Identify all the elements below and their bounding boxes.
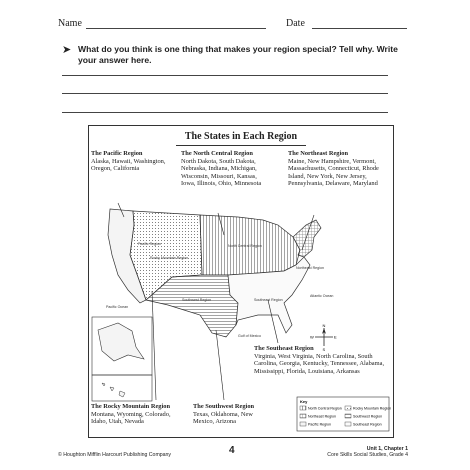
compass-n: N xyxy=(322,323,326,328)
map-label-northeast: Northeast Region xyxy=(296,266,324,270)
hawaii-inset-frame xyxy=(92,375,152,401)
book-title: Core Skills Social Studies, Grade 4 xyxy=(327,452,408,458)
north-central-region-states: North Dakota, South Dakota, Nebraska, Indiana, Michigan, Wisconsin, Missouri, Kansas, Iowa, Illinois, Ohio, Minnesota xyxy=(181,157,262,188)
box-title: The States in Each Region xyxy=(184,131,298,142)
southeast-region-title: The Southeast Region xyxy=(254,345,314,352)
rocky-mountain-region-title: The Rocky Mountain Region xyxy=(91,403,171,410)
hawaii-shape xyxy=(102,383,125,397)
us-regions-map xyxy=(88,125,394,438)
alaska-shape xyxy=(98,323,144,361)
legend-swatch-rocky-mountain xyxy=(345,406,351,410)
legend-swatch-northeast xyxy=(300,414,306,418)
question-text: What do you think is one thing that makes your region special? Tell why. Write your answer here. xyxy=(78,44,398,65)
legend-title: Key xyxy=(300,399,308,404)
map-label-southeast: Southeast Region xyxy=(254,298,283,302)
page-number: 4 xyxy=(229,445,235,456)
answer-line-3[interactable] xyxy=(62,112,388,113)
rocky-mountain-leader xyxy=(152,291,156,400)
southeast-region-states: Virginia, West Virginia, North Carolina, South Carolina, Georgia, Kentucky, Tennessee, Alabama, Mississippi, Florida, Louisiana, Arkansas xyxy=(254,352,385,375)
legend xyxy=(297,397,391,431)
map-label-rocky-mountain: Rocky Mountain Region xyxy=(150,256,189,260)
map-label-atlantic-ocean: Atlantic Ocean xyxy=(310,294,334,298)
compass-s: S xyxy=(322,347,326,352)
name-line[interactable] xyxy=(86,28,266,29)
map-label-pacific: Pacific Region xyxy=(138,242,161,246)
compass-w: W xyxy=(310,334,314,340)
north-central-region-title: The North Central Region xyxy=(181,150,253,157)
legend-swatch-southeast xyxy=(345,422,351,426)
northeast-region-title: The Northeast Region xyxy=(288,150,348,157)
date-line[interactable] xyxy=(312,28,407,29)
legend-item-northeast: Northeast Region xyxy=(308,414,336,419)
answer-line-2[interactable] xyxy=(62,93,388,94)
legend-swatch-southwest xyxy=(345,414,351,418)
southwest-region-states: Texas, Oklahoma, New Mexico, Arizona xyxy=(193,410,253,426)
legend-item-pacific: Pacific Region xyxy=(308,422,331,427)
date-label: Date xyxy=(286,18,305,29)
map-label-north-central: North Central Region xyxy=(228,244,262,248)
rocky-mountain-region-states: Montana, Wyoming, Colorado, Idaho, Utah, Nevada xyxy=(91,410,171,426)
northeast-region-states: Maine, New Hampshire, Vermont, Massachusetts, Connecticut, Rhode Island, New York, New Jersey, Pennsylvania, Delaware, Maryland xyxy=(288,157,379,188)
pacific-region-states: Alaska, Hawaii, Washington, Oregon, California xyxy=(91,157,166,173)
map-label-southwest: Southwest Region xyxy=(182,298,212,302)
legend-swatch-north-central xyxy=(300,406,306,410)
unit-label: Unit 1, Chapter 1 xyxy=(366,446,408,452)
legend-item-southwest: Southwest Region xyxy=(353,414,383,419)
answer-line-1[interactable] xyxy=(62,75,388,76)
legend-item-north-central: North Central Region xyxy=(308,406,342,411)
legend-item-rocky-mountain: Rocky Mountain Region xyxy=(353,406,392,411)
map-label-pacific-ocean: Pacific Ocean xyxy=(106,305,129,309)
southwest-region-title: The Southwest Region xyxy=(193,403,255,410)
compass-e: E xyxy=(334,334,337,340)
pacific-region-title: The Pacific Region xyxy=(91,150,143,157)
name-label: Name xyxy=(58,18,82,29)
map-label-gulf-of-mexico: Gulf of Mexico xyxy=(238,334,261,338)
copyright: © Houghton Mifflin Harcourt Publishing Company xyxy=(58,452,172,458)
legend-swatch-pacific xyxy=(300,422,306,426)
legend-item-southeast: Southeast Region xyxy=(353,422,382,427)
southwest-leader xyxy=(216,330,224,400)
arrow-icon: ➤ xyxy=(62,43,72,56)
compass-rose-icon xyxy=(310,323,337,352)
